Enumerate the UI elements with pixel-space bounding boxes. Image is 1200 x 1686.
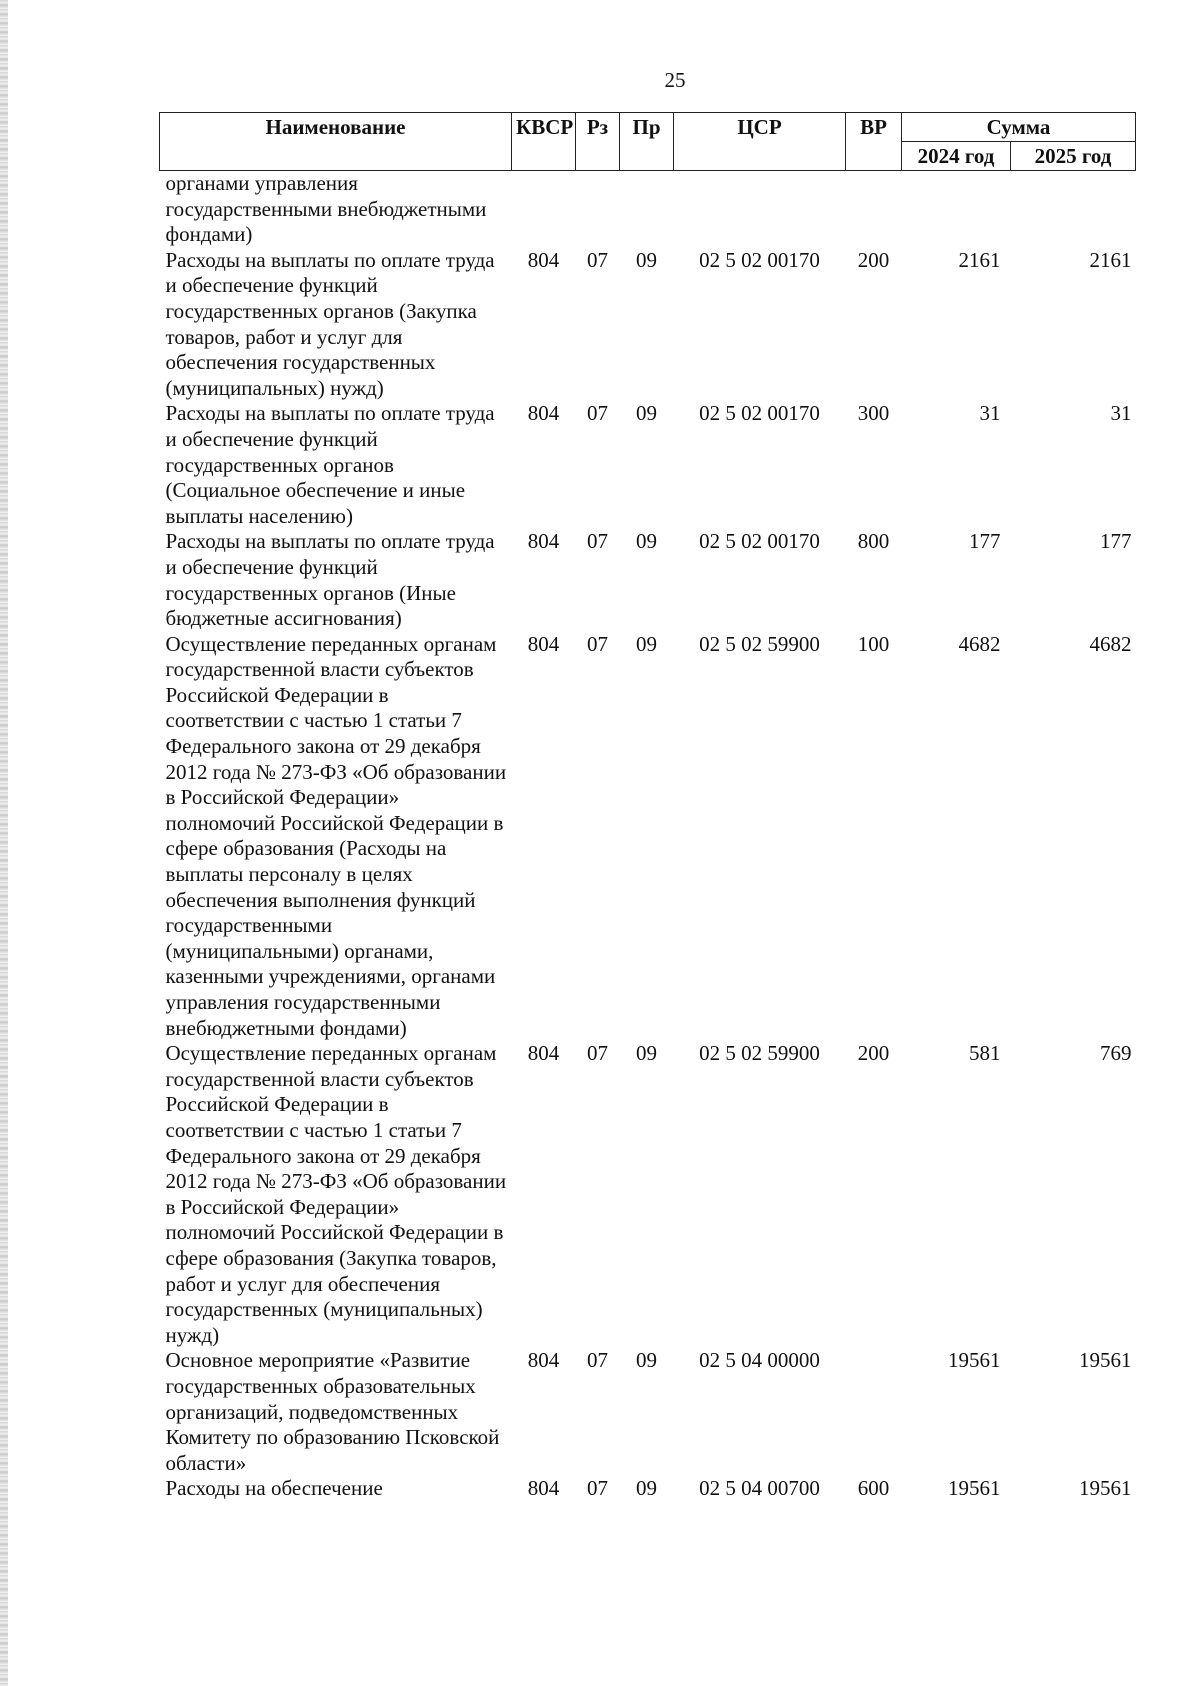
row-vr: 800 [857,529,890,554]
row-vr: 200 [857,247,890,272]
budget-table [159,112,1136,1502]
col-header-year-2025: 2025 год [1011,142,1136,171]
row-rz: 07 [587,247,608,272]
row-sum-2024: 19561 [948,1348,1001,1373]
col-header-year-2024: 2024 год [902,142,1011,171]
row-name: Осуществление переданных органам государственной власти субъектов Российской Федерации в соответствии с частью 1 статьи 7 Федерального закона от 29 декабря 2012 года № 273-ФЗ «Об образовании в Российской Федерации» полномочий Российской Федерации в сфере образования (Расходы на выплаты персоналу в целях обеспечения выполнения функций государственными (муниципальными) органами, казенными учреждениями, органами управления государственными внебюджетными фондами) [165,631,507,1040]
scan-edge [0,0,8,1686]
row-sum-2025 [1011,171,1136,248]
row-sum-2025: 19561 [1079,1476,1132,1501]
row-csr: 02 5 02 00170 [699,247,820,272]
row-sum-2024: 4682 [958,631,1001,656]
row-sum-2024: 581 [969,1041,1001,1066]
row-vr: 100 [857,631,890,656]
row-pr: 09 [636,1041,657,1066]
row-pr [620,171,674,248]
row-rz: 07 [587,631,608,656]
row-name: органами управления государственными внебюджетными фондами) [165,171,487,247]
col-header-sum: Сумма [902,113,1136,142]
row-sum-2025: 769 [1100,1041,1132,1066]
row-rz: 07 [587,401,608,426]
row-csr: 02 5 02 59900 [699,1041,820,1066]
row-sum-2025: 2161 [1089,247,1132,272]
row-csr: 02 5 04 00700 [699,1476,820,1501]
row-vr: 200 [857,1041,890,1066]
row-pr: 09 [636,247,657,272]
row-sum-2024: 19561 [948,1476,1001,1501]
row-pr: 09 [636,401,657,426]
table-row [160,529,1136,631]
col-header-vr: ВР [846,113,902,171]
row-csr: 02 5 02 00170 [699,401,820,426]
row-rz: 07 [587,1041,608,1066]
row-kvsr: 804 [527,631,560,656]
table-row [160,632,1136,1042]
row-csr [674,171,846,248]
row-pr: 09 [636,529,657,554]
row-csr: 02 5 04 00000 [699,1348,820,1373]
row-sum-2024: 2161 [958,247,1001,272]
row-kvsr: 804 [527,1348,560,1373]
row-sum-2024 [902,171,1011,248]
row-pr: 09 [636,1348,657,1373]
table-row [160,171,1136,248]
row-sum-2025: 19561 [1079,1348,1132,1373]
row-kvsr: 804 [527,1476,560,1501]
row-name: Основное мероприятие «Развитие государственных образовательных организаций, подведомственных Комитету по образованию Псковской области» [165,1348,500,1475]
table-row [160,1041,1136,1348]
table-row [160,1348,1136,1476]
row-sum-2025: 4682 [1089,631,1132,656]
row-name: Расходы на выплаты по оплате труда и обеспечение функций государственных органов (Социальное обеспечение и иные выплаты населению) [165,401,495,528]
col-header-name: Наименование [160,113,512,171]
table-row [160,401,1136,529]
row-kvsr: 804 [527,529,560,554]
col-header-csr: ЦСР [674,113,846,171]
row-name: Расходы на выплаты по оплате труда и обеспечение функций государственных органов (Иные бюджетные ассигнования) [165,529,495,631]
row-rz: 07 [587,1476,608,1501]
row-name: Расходы на обеспечение [165,1476,383,1501]
row-vr [846,1348,902,1476]
table-row [160,248,1136,402]
row-kvsr: 804 [527,1041,560,1066]
col-header-rz: Рз [576,113,620,171]
row-kvsr [512,171,576,248]
col-header-pr: Пр [620,113,674,171]
row-kvsr: 804 [527,401,560,426]
row-rz: 07 [587,529,608,554]
row-pr: 09 [636,1476,657,1501]
row-sum-2025: 177 [1100,529,1132,554]
row-name: Осуществление переданных органам государственной власти субъектов Российской Федерации в соответствии с частью 1 статьи 7 Федерального закона от 29 декабря 2012 года № 273-ФЗ «Об образовании в Российской Федерации» полномочий Российской Федерации в сфере образования (Закупка товаров, работ и услуг для обеспечения государственных (муниципальных) нужд) [165,1041,507,1347]
row-rz [576,171,620,248]
row-kvsr: 804 [527,247,560,272]
row-sum-2024: 31 [979,401,1001,426]
row-sum-2024: 177 [969,529,1001,554]
row-vr [846,171,902,248]
row-vr: 600 [857,1476,890,1501]
row-vr: 300 [857,401,890,426]
row-sum-2025: 31 [1110,401,1132,426]
row-name: Расходы на выплаты по оплате труда и обеспечение функций государственных органов (Закупка товаров, работ и услуг для обеспечения государственных (муниципальных) нужд) [165,247,495,400]
row-csr: 02 5 02 00170 [699,529,820,554]
page-number: 25 [664,68,686,92]
row-rz: 07 [587,1348,608,1373]
row-csr: 02 5 02 59900 [699,631,820,656]
table-row [160,1476,1136,1502]
row-pr: 09 [636,631,657,656]
col-header-kvsr: КВСР [512,113,576,171]
